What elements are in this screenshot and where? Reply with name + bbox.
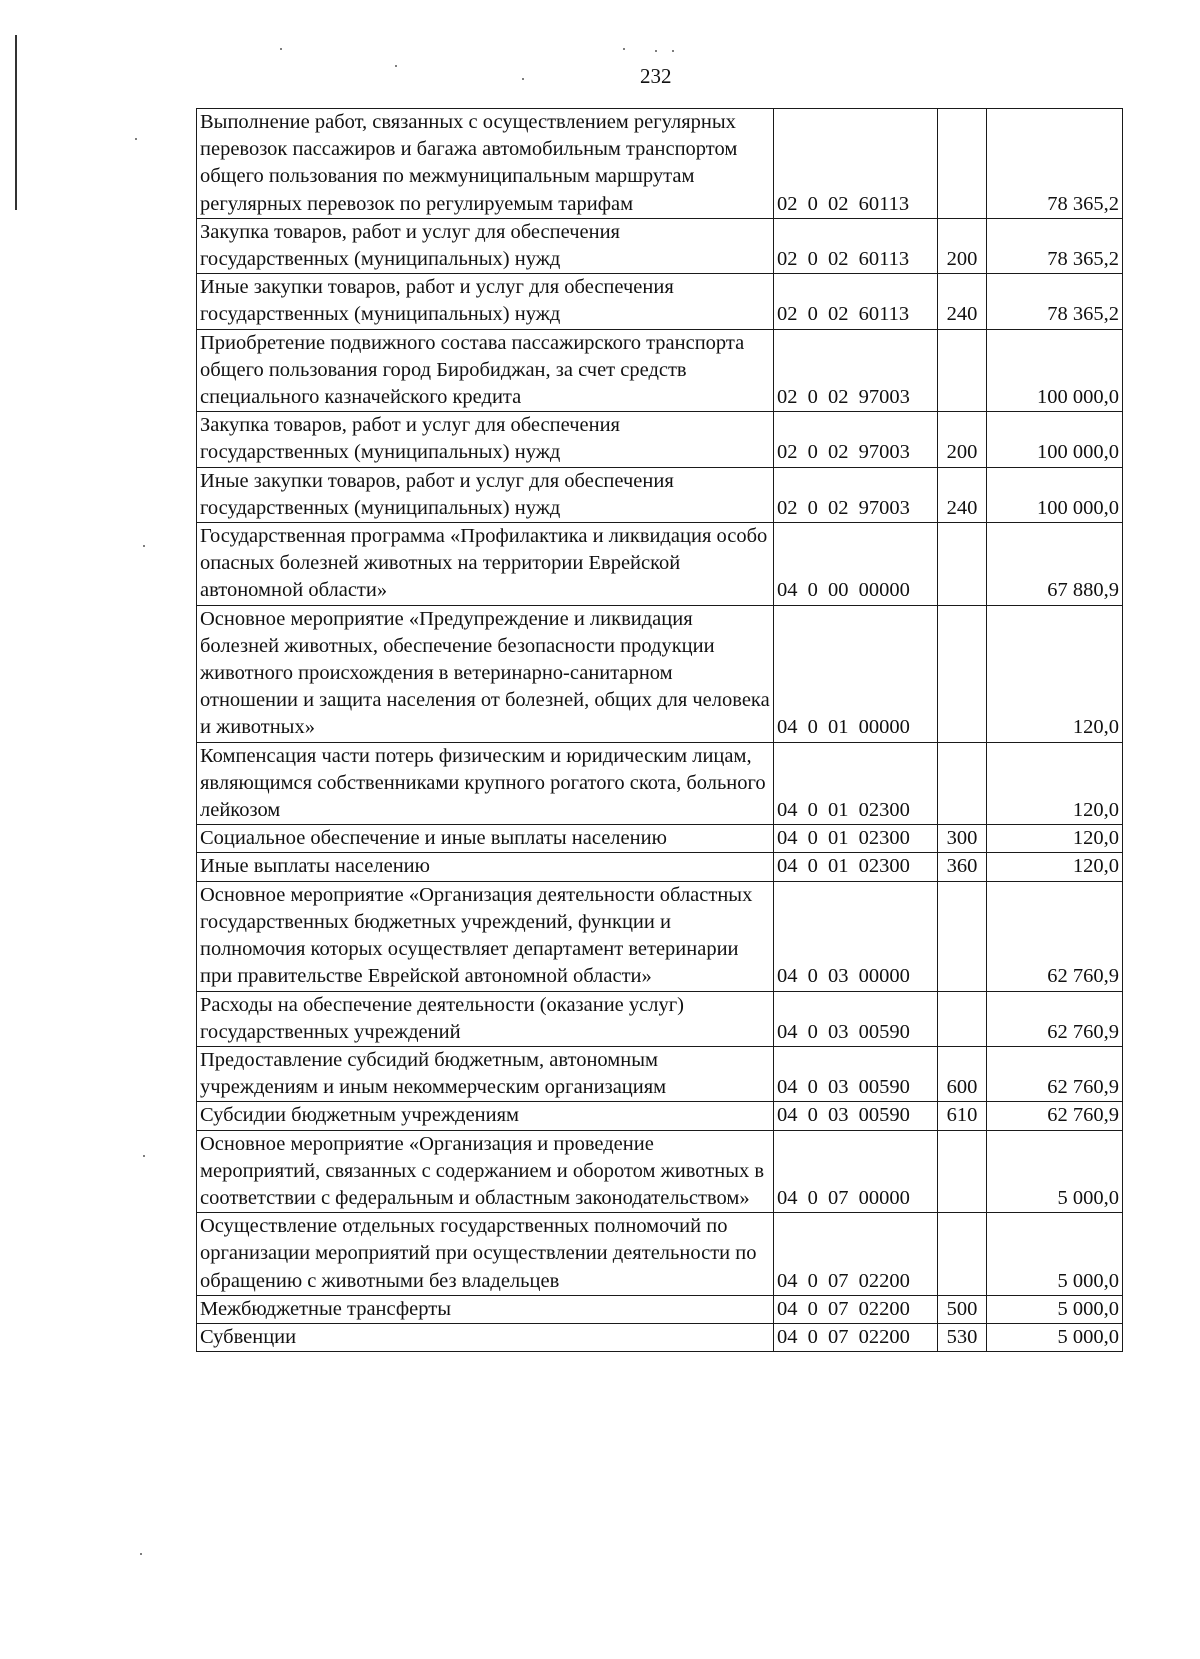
row-type-cell: 500 [938, 1295, 987, 1323]
row-name-cell: Расходы на обеспечение деятельности (оказание услуг) государственных учреждений [197, 991, 774, 1046]
table-row [197, 1130, 1123, 1213]
table-row [197, 274, 1123, 329]
row-code-cell: 04 0 07 02200 [774, 1323, 938, 1351]
row-type-cell: 200 [938, 218, 987, 273]
row-type-cell: 240 [938, 467, 987, 522]
scan-speck [143, 1155, 145, 1157]
row-type-cell [938, 329, 987, 412]
scan-speck [395, 65, 397, 67]
row-code-cell: 04 0 07 02200 [774, 1213, 938, 1296]
row-type-cell: 300 [938, 825, 987, 853]
row-sum-cell: 5 000,0 [987, 1323, 1123, 1351]
row-name-cell: Межбюджетные трансферты [197, 1295, 774, 1323]
row-name-cell: Компенсация части потерь физическим и юридическим лицам, являющимся собственниками крупного рогатого скота, больного лейкозом [197, 742, 774, 825]
row-name-cell: Иные закупки товаров, работ и услуг для обеспечения государственных (муниципальных) нужд [197, 467, 774, 522]
row-code-cell: 04 0 01 00000 [774, 605, 938, 742]
row-name-cell: Осуществление отдельных государственных полномочий по организации мероприятий при осуществлении деятельности по обращению с животными без владельцев [197, 1213, 774, 1296]
row-code-cell: 02 0 02 60113 [774, 274, 938, 329]
table-row [197, 109, 1123, 219]
row-type-cell: 610 [938, 1102, 987, 1130]
row-code-cell: 04 0 07 02200 [774, 1295, 938, 1323]
row-name-cell: Государственная программа «Профилактика и ликвидация особо опасных болезней животных на территории Еврейской автономной области» [197, 523, 774, 606]
row-type-cell [938, 881, 987, 991]
row-code-cell: 04 0 01 02300 [774, 742, 938, 825]
row-type-cell: 200 [938, 412, 987, 467]
row-code-cell: 04 0 03 00590 [774, 1046, 938, 1101]
row-name-cell: Основное мероприятие «Предупреждение и ликвидация болезней животных, обеспечение безопасности продукции животного происхождения в ветеринарно-санитарном отношении и защита населения от болезней, общих для человека и животных» [197, 605, 774, 742]
scan-speck [143, 545, 145, 547]
row-sum-cell: 100 000,0 [987, 467, 1123, 522]
row-name-cell: Субсидии бюджетным учреждениям [197, 1102, 774, 1130]
row-sum-cell: 62 760,9 [987, 991, 1123, 1046]
table-row [197, 1323, 1123, 1351]
row-type-cell: 530 [938, 1323, 987, 1351]
row-code-cell: 02 0 02 97003 [774, 329, 938, 412]
table-row [197, 1213, 1123, 1296]
row-type-cell [938, 605, 987, 742]
row-name-cell: Иные выплаты населению [197, 853, 774, 881]
row-code-cell: 04 0 03 00000 [774, 881, 938, 991]
scan-speck [280, 48, 282, 50]
scan-speck [672, 50, 674, 52]
row-sum-cell: 100 000,0 [987, 329, 1123, 412]
row-sum-cell: 120,0 [987, 853, 1123, 881]
row-sum-cell: 78 365,2 [987, 109, 1123, 219]
page-number: 232 [640, 64, 672, 88]
row-code-cell: 04 0 03 00590 [774, 1102, 938, 1130]
row-name-cell: Приобретение подвижного состава пассажирского транспорта общего пользования город Биробиджан, за счет средств специального казначейского кредита [197, 329, 774, 412]
row-name-cell: Основное мероприятие «Организация и проведение мероприятий, связанных с содержанием и оборотом животных в соответствии с федеральным и областным законодательством» [197, 1130, 774, 1213]
row-type-cell [938, 742, 987, 825]
table-row [197, 605, 1123, 742]
scan-speck [655, 50, 657, 52]
scan-speck [522, 78, 524, 80]
row-type-cell: 600 [938, 1046, 987, 1101]
row-sum-cell: 62 760,9 [987, 881, 1123, 991]
scan-speck [140, 1553, 142, 1555]
row-code-cell: 02 0 02 60113 [774, 218, 938, 273]
row-sum-cell: 120,0 [987, 825, 1123, 853]
table-row [197, 523, 1123, 606]
table-row [197, 853, 1123, 881]
row-sum-cell: 78 365,2 [987, 274, 1123, 329]
row-sum-cell: 100 000,0 [987, 412, 1123, 467]
row-name-cell: Предоставление субсидий бюджетным, автономным учреждениям и иным некоммерческим организациям [197, 1046, 774, 1101]
table-row [197, 825, 1123, 853]
row-name-cell: Выполнение работ, связанных с осуществлением регулярных перевозок пассажиров и багажа автомобильным транспортом общего пользования по межмуниципальным маршрутам регулярных перевозок по регулируемым тарифам [197, 109, 774, 219]
budget-table [196, 108, 1123, 1352]
row-type-cell [938, 1130, 987, 1213]
row-code-cell: 04 0 00 00000 [774, 523, 938, 606]
row-code-cell: 04 0 07 00000 [774, 1130, 938, 1213]
table-row [197, 742, 1123, 825]
row-code-cell: 04 0 03 00590 [774, 991, 938, 1046]
row-code-cell: 02 0 02 97003 [774, 412, 938, 467]
row-sum-cell: 5 000,0 [987, 1295, 1123, 1323]
row-sum-cell: 62 760,9 [987, 1102, 1123, 1130]
row-name-cell: Иные закупки товаров, работ и услуг для обеспечения государственных (муниципальных) нужд [197, 274, 774, 329]
row-name-cell: Основное мероприятие «Организация деятельности областных государственных бюджетных учреждений, функции и полномочия которых осуществляет департамент ветеринарии при правительстве Еврейской автономной области» [197, 881, 774, 991]
row-sum-cell: 62 760,9 [987, 1046, 1123, 1101]
row-type-cell [938, 109, 987, 219]
table-row [197, 1295, 1123, 1323]
row-code-cell: 02 0 02 60113 [774, 109, 938, 219]
row-sum-cell: 120,0 [987, 605, 1123, 742]
table-row [197, 1046, 1123, 1101]
row-type-cell: 240 [938, 274, 987, 329]
scan-speck [135, 138, 137, 140]
row-name-cell: Социальное обеспечение и иные выплаты населению [197, 825, 774, 853]
row-name-cell: Закупка товаров, работ и услуг для обеспечения государственных (муниципальных) нужд [197, 218, 774, 273]
row-sum-cell: 120,0 [987, 742, 1123, 825]
table-row [197, 412, 1123, 467]
row-sum-cell: 5 000,0 [987, 1130, 1123, 1213]
row-code-cell: 04 0 01 02300 [774, 825, 938, 853]
row-type-cell [938, 991, 987, 1046]
row-sum-cell: 67 880,9 [987, 523, 1123, 606]
row-name-cell: Субвенции [197, 1323, 774, 1351]
row-name-cell: Закупка товаров, работ и услуг для обеспечения государственных (муниципальных) нужд [197, 412, 774, 467]
row-type-cell [938, 523, 987, 606]
table-row [197, 218, 1123, 273]
scan-margin-line [15, 35, 17, 210]
row-code-cell: 02 0 02 97003 [774, 467, 938, 522]
scan-speck [623, 48, 625, 50]
row-type-cell: 360 [938, 853, 987, 881]
table-row [197, 881, 1123, 991]
row-sum-cell: 5 000,0 [987, 1213, 1123, 1296]
table-row [197, 329, 1123, 412]
table-row [197, 1102, 1123, 1130]
row-type-cell [938, 1213, 987, 1296]
row-sum-cell: 78 365,2 [987, 218, 1123, 273]
row-code-cell: 04 0 01 02300 [774, 853, 938, 881]
table-row [197, 467, 1123, 522]
table-row [197, 991, 1123, 1046]
budget-table-body [197, 109, 1123, 1352]
